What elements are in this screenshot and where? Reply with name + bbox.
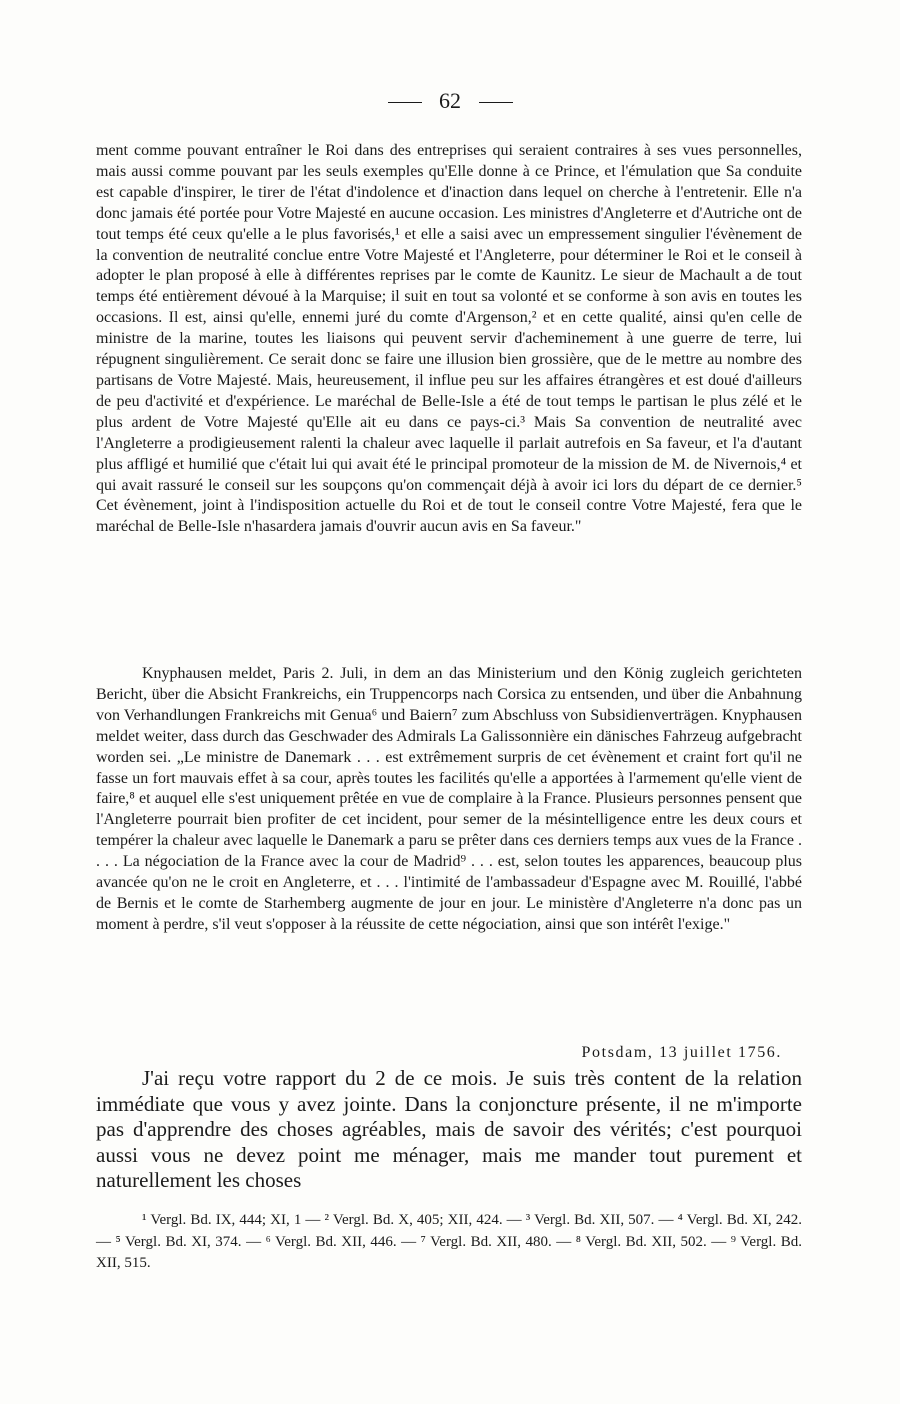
paragraph: ment comme pouvant entraîner le Roi dans des entreprises qui seraient contraires à ses vues personnelles, mais aussi comme pouvant par les seuls exemples qu'Elle donne à ce Prince, et l'émulation que Sa conduite est capable d'inspirer, le tirer de l'état d'indolence et d'inaction dans lequel on cherche à l'entretenir. Elle n'a donc jamais été portée pour Votre Majesté en aucune occasion. Les ministres d'Angleterre et d'Autriche ont de tout temps été ceux qu'elle a le plus favorisés,¹ et elle a saisi avec un empressement singulier l'évènement de la convention de neutralité conclue entre Votre Majesté et l'Angleterre, pour déterminer le Roi et le conseil à adopter le plan proposé à elle à différentes reprises par le comte de Kaunitz. Le sieur de Machault a de tout temps été entièrement dévoué à la Marquise; il suit en tout sa volonté et se conforme à son avis en toutes les occasions. Il est, ainsi qu'elle, ennemi juré du comte d'Argenson,² et en cette qualité, ainsi qu'en celle de ministre de la marine, toutes les liaisons qui peuvent servir d'acheminement à une guerre de terre, lui répugnent singulièrement. Ce serait donc se faire une illusion bien grossière, que de le mettre au nombre des partisans de Votre Majesté. Mais, heureusement, il influe peu sur les affaires étrangères et est doué d'ailleurs de peu d'activité et d'expérience. Le maréchal de Belle-Isle a été de tout temps le partisan le plus zélé et le plus ardent de Votre Majesté qu'Elle ait eu dans ce pays-ci.³ Mais Sa convention de neutralité avec l'Angleterre a prodigieusement ralenti la chaleur avec laquelle il parlait autrefois en Sa faveur, et l'a d'autant plus affligé et humilié que c'était lui qui avait été le principal promoteur de la mission de M. de Nivernois,⁴ et qui avait rassuré le conseil sur les soupçons qu'on commençait déjà à avoir ici lors du départ de ce dernier.⁵ Cet évènement, joint à l'indisposition actuelle du Roi et de tout le conseil contre Votre Majesté, fera que le maréchal de Belle-Isle n'hasardera jamais d'ouvrir aucun avis en Sa faveur." — [96, 142, 802, 536]
header-rule-left — [388, 102, 422, 103]
page-header — [0, 88, 900, 114]
header-rule-right — [479, 102, 513, 103]
dateline: Potsdam, 13 juillet 1756. — [581, 1044, 782, 1061]
page-number: 62 — [439, 88, 461, 113]
footnotes — [96, 1210, 802, 1275]
letter-paragraph: J'ai reçu votre rapport du 2 de ce mois. Je suis très content de la relation immédiate que vous y avez jointe. Dans la conjoncture présente, il ne m'importe pas d'apprendre des choses agréables, mais de savoir des vérités; c'est pourquoi aussi vous ne devez point me ménager, mais me mander tout purement et naturellement les choses — [96, 1066, 802, 1193]
quoted-report-continuation — [96, 141, 802, 538]
knyphausen-summary — [96, 664, 802, 936]
paragraph: Knyphausen meldet, Paris 2. Juli, in dem an das Ministerium und den König zugleich gerichteten Bericht, über die Absicht Frankreichs, ein Truppencorps nach Corsica zu entsenden, und über die Anbahnung von Verhandlungen Frankreichs mit Genua⁶ und Baiern⁷ zum Abschluss von Subsidienverträgen. Knyphausen meldet weiter, dass durch das Geschwader des Admirals La Galissonnière ein dänisches Fahrzeug aufgebracht worden sei. „Le ministre de Danemark . . . est extrêmement surpris de cet évènement et craint fort qu'il ne fasse un fort mauvais effet à sa cour, après toutes les facilités qu'elle a apportées à l'armement qu'elle vient de faire,⁸ et auquel elle s'est uniquement prêtée en vue de complaire à la France. Plusieurs personnes pensent que l'Angleterre pourrait bien profiter de cet incident, pour semer de la mésintelligence entre les deux cours et tempérer la chaleur avec laquelle le Danemark a paru se prêter dans ces derniers temps aux vues de la France . . . . La négociation de la France avec la cour de Madrid⁹ . . . est, selon toutes les apparences, beaucoup plus avancée qu'on ne le croit en Angleterre, et . . . l'intimité de l'ambassadeur d'Espagne avec M. Rouillé, l'abbé de Bernis et le comte de Starhemberg augmente de jour en jour. Le ministère d'Angleterre n'a donc pas un moment à perdre, s'il veut s'opposer à la réussite de cette négociation, ainsi que son intérêt l'exige." — [96, 665, 802, 933]
footnote-text: ¹ Vergl. Bd. IX, 444; XI, 1 — ² Vergl. Bd. X, 405; XII, 424. — ³ Vergl. Bd. XII, 507. — ⁴ Vergl. Bd. XI, 242. — ⁵ Vergl. Bd. XI, 374. — ⁶ Vergl. Bd. XII, 446. — ⁷ Vergl. Bd. XII, 480. — ⁸ Vergl. Bd. XII, 502. — ⁹ Vergl. Bd. XII, 515. — [96, 1212, 802, 1271]
letter-body — [96, 1066, 802, 1194]
